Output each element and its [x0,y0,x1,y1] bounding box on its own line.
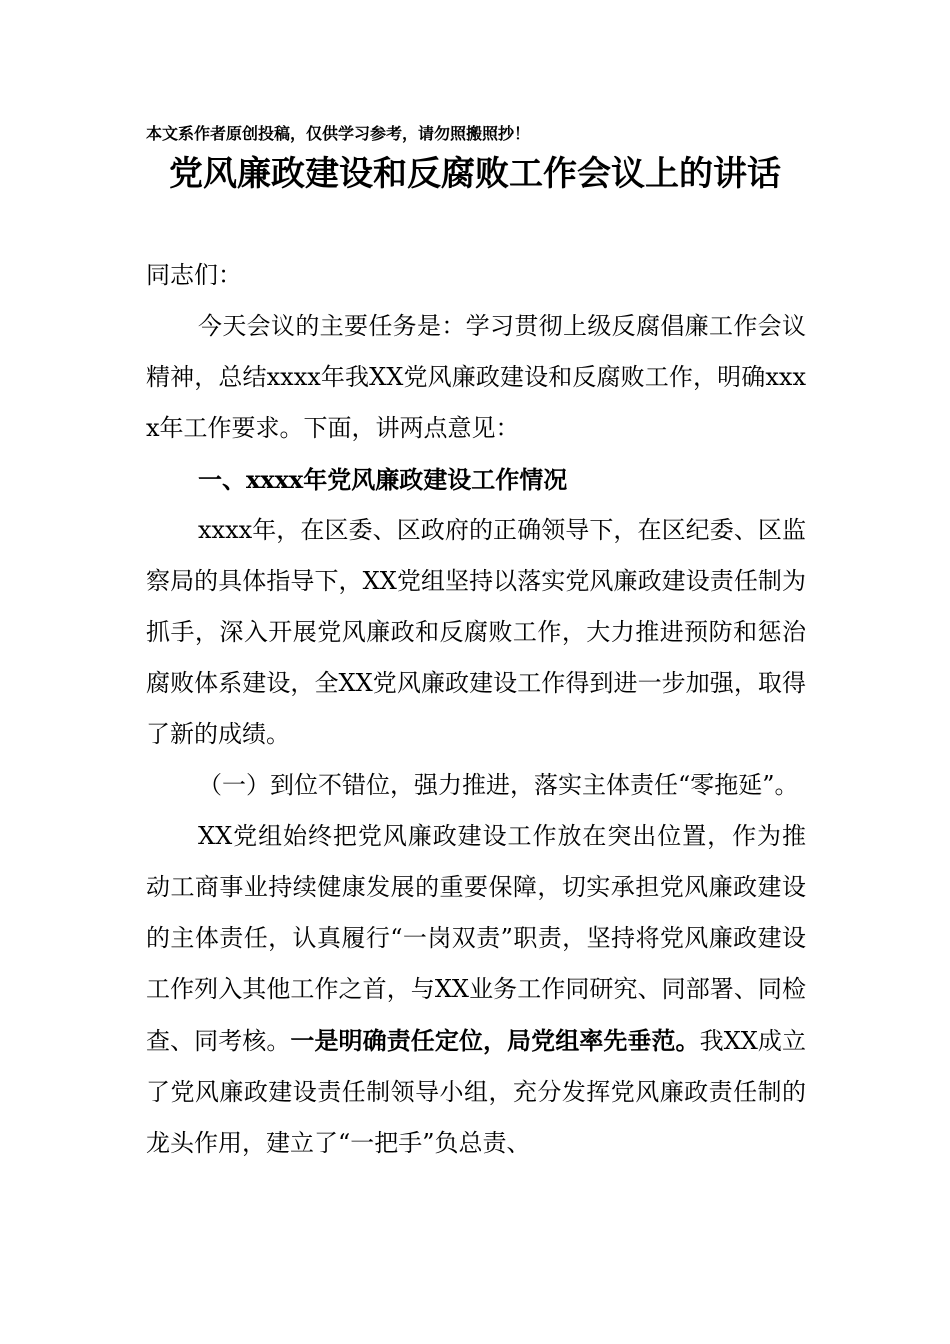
subsection-paragraph [146,811,806,1169]
page-title: 党风廉政建设和反腐败工作会议上的讲话 [169,154,781,194]
salutation: 同志们： [146,261,242,289]
paragraph-text-continued: 我XX成立了党风廉政建设责任制领导小组，充分发挥党风廉政责任制的龙头作用，建立了“一把手”负总责、 [146,1027,807,1157]
document-body [146,250,806,1169]
section-paragraph: xxxx年，在区委、区政府的正确领导下，在区纪委、区监察局的具体指导下，XX党组坚持以落实党风廉政建设责任制为抓手，深入开展党风廉政和反腐败工作，大力推进预防和惩治腐败体系建设，全XX党风廉政建设工作得到进一步加强，取得了新的成绩。 [146,516,806,748]
paragraph-text: XX党组始终把党风廉政建设工作放在突出位置，作为推动工商事业持续健康发展的重要保障，切实承担党风廉政建设的主体责任，认真履行“一岗双责”职责，坚持将党风廉政建设工作列入其他工作之首，与XX业务工作同研究、同部署、同检查、同考核。 [146,822,806,1055]
bold-lead-text: 一是明确责任定位，局党组率先垂范。 [290,1026,700,1055]
intro-paragraph: 今天会议的主要任务是：学习贯彻上级反腐倡廉工作会议精神，总结xxxx年我XX党风廉政建设和反腐败工作，明确xxxx年工作要求。下面，讲两点意见： [146,312,806,442]
copyright-notice: 本文系作者原创投稿，仅供学习参考，请勿照搬照抄！ [146,124,531,143]
section-heading: 一、xxxx年党风廉政建设工作情况 [198,465,568,494]
subsection-heading: （一）到位不错位，强力推进，落实主体责任“零拖延”。 [198,771,799,799]
